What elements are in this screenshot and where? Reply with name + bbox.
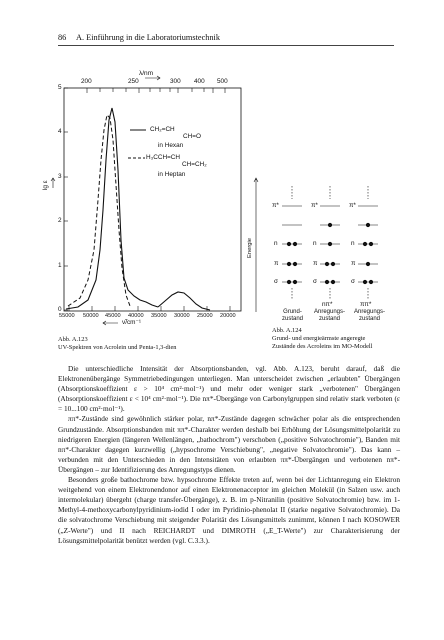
energy-axis-label: Energie bbox=[247, 238, 253, 258]
plot-frame bbox=[64, 88, 241, 311]
transition-pipi: ππ* bbox=[360, 301, 372, 308]
bottom-tick-55000: 55000 bbox=[59, 313, 75, 319]
legend-pentadiene-formula-b: CH=CH₂ bbox=[182, 161, 207, 168]
orbital-n-c2: n bbox=[313, 240, 317, 247]
orbital-sigma-c2: σ bbox=[313, 278, 317, 285]
orbital-sigma-c3: σ bbox=[351, 278, 355, 285]
acrolein-curve bbox=[66, 108, 158, 309]
orbital-pistar-c2: π* bbox=[311, 202, 318, 209]
orbital-n-c3: n bbox=[351, 240, 355, 247]
top-tick-250: 250 bbox=[128, 78, 139, 85]
col-ground bbox=[282, 186, 302, 300]
fig-left-caption-text: UV-Spektren von Acrolein und Penta-1,3-dien bbox=[58, 344, 177, 351]
fig-right-caption-line2: Zustände des Acroleins im MO-Modell bbox=[272, 343, 373, 350]
top-tick-200: 200 bbox=[81, 78, 92, 85]
energy-axis bbox=[254, 178, 258, 312]
legend-pentadiene-solvent: in Heptan bbox=[158, 171, 186, 178]
left-axis-label: lg ε bbox=[42, 180, 49, 190]
fig-right-caption-label: Abb. A.124 bbox=[272, 327, 302, 334]
orbital-pi-c1: π bbox=[274, 260, 279, 267]
left-ticks bbox=[64, 88, 68, 310]
page-number: 86 bbox=[58, 33, 67, 42]
bottom-tick-35000: 35000 bbox=[151, 313, 167, 319]
left-tick-3: 3 bbox=[58, 173, 62, 180]
orbital-pistar-c3: π* bbox=[349, 202, 356, 209]
bottom-tick-50000: 50000 bbox=[83, 313, 99, 319]
legend-acrolein-formula: CH₂=CH bbox=[150, 126, 175, 133]
top-tick-300: 300 bbox=[170, 78, 181, 85]
body-text bbox=[58, 364, 400, 546]
top-tick-500: 500 bbox=[217, 78, 228, 85]
orbital-pistar-c1: π* bbox=[272, 202, 279, 209]
bottom-axis-label: ν̃/cm⁻¹ bbox=[122, 319, 141, 326]
legend-acrolein-solvent: in Hexan bbox=[158, 142, 184, 149]
bottom-tick-40000: 40000 bbox=[128, 313, 144, 319]
bottom-tick-20000: 20000 bbox=[220, 313, 236, 319]
fig-right-caption-line1: Grund- und energieärmste angeregte bbox=[272, 335, 366, 342]
left-tick-1: 1 bbox=[58, 262, 62, 269]
top-tick-400: 400 bbox=[194, 78, 205, 85]
paragraph-3: Besonders große bathochrome bzw. hypsochrome Effekte treten auf, wenn bei der Lichtanregung ein Elektron weitgehend von einem Elektronendonor auf einen Elektronenacceptor im gleichen Molekül (in Salzen usw. auch intermolekular) übergeht (charge transfer-Übergänge), z. B. im p-Nitranilin (positive Solvatochromie) bzw. im 1-Methyl-4-methoxycarbonylpyridinium-iodid I oder im Pyridinio-phenolat II (starke negative Solvatochromie). Da die solvatochrome Verschiebung mit steigender Polarität des Lösungsmittels zunimmt, können I nach KOSOWER („Z-Werte") und II nach REICHARDT und DIMROTH („E_T-Werte") zur Charakterisierung der Lösungsmittelpolarität benützt werden (vgl. C.3.3.). bbox=[58, 475, 400, 545]
legend-acrolein-formula-b: CH=O bbox=[183, 133, 201, 140]
transition-npi: nπ* bbox=[322, 301, 333, 308]
orbital-pi-c2: π bbox=[313, 260, 318, 267]
col-npi bbox=[320, 186, 340, 300]
col-label-ground: Grund- zustand bbox=[282, 309, 304, 322]
bottom-axis-arrow bbox=[103, 321, 118, 325]
bottom-tick-25000: 25000 bbox=[197, 313, 213, 319]
bottom-tick-45000: 45000 bbox=[105, 313, 121, 319]
paragraph-2: ππ*-Zustände sind gewöhnlich stärker polar, nπ*-Zustände dagegen schwächer polar als die entsprechenden Grundzustände. Absorptionsbanden mit ππ*-Charakter werden deshalb bei Erhöhung der Lösungsmittelpolarität zu niedrigeren Energien (längeren Wellenlängen, „bathochrom") verschoben („positive Solvatochromie"), Banden mit nπ*-Charakter dagegen kurzwellig („hypsochrome Verschiebung", „negative Solvatochromie"). Das kann – verbunden mit den Unterschieden in den Intensitäten von erlaubten ππ*-Übergängen und verbotenen nπ*-Übergängen – zur Identifizierung des Anregungstyps dienen. bbox=[58, 414, 400, 474]
fig-left-caption-label: Abb. A.123 bbox=[58, 336, 88, 343]
left-axis-arrow bbox=[51, 178, 55, 188]
running-title: A. Einführung in die Laboratoriumstechnik bbox=[76, 33, 221, 42]
bottom-tick-30000: 30000 bbox=[174, 313, 190, 319]
col-label-excited-1: Anregungs- zustand bbox=[314, 309, 346, 322]
left-tick-2: 2 bbox=[58, 217, 62, 224]
pentadiene-curve bbox=[68, 115, 130, 306]
paragraph-1: Die unterschiedliche Intensität der Absorptionsbanden, vgl. Abb. A.123, beruht darauf, daß die Elektronenübergänge Symmetriebedingungen unterliegen. Man unterscheidet zwischen „erlaubten" Übergängen (Absorptionskoeffizient ε > 10⁴ cm²·mol⁻¹) und mehr oder weniger stark „verbotenen" Übergängen (Absorptionskoeffizient ε < 10⁴ cm²·mol⁻¹). Die nπ*-Übergänge von Carbonylgruppen sind relativ stark verboten (ε = 10...100 cm²·mol⁻¹). bbox=[58, 364, 400, 414]
left-tick-4: 4 bbox=[58, 128, 62, 135]
orbital-pi-c3: π bbox=[351, 260, 356, 267]
top-ticks bbox=[87, 88, 225, 93]
legend-pentadiene-formula: H₃CCH=CH bbox=[146, 154, 181, 161]
col-pipi bbox=[358, 186, 378, 300]
orbital-sigma-c1: σ bbox=[274, 278, 278, 285]
top-axis-label: λ/nm bbox=[139, 70, 154, 77]
left-tick-5: 5 bbox=[58, 84, 62, 91]
left-tick-0: 0 bbox=[58, 306, 62, 313]
orbital-n-c1: n bbox=[274, 240, 278, 247]
col-label-excited-2: Anregungs- zustand bbox=[354, 309, 386, 322]
